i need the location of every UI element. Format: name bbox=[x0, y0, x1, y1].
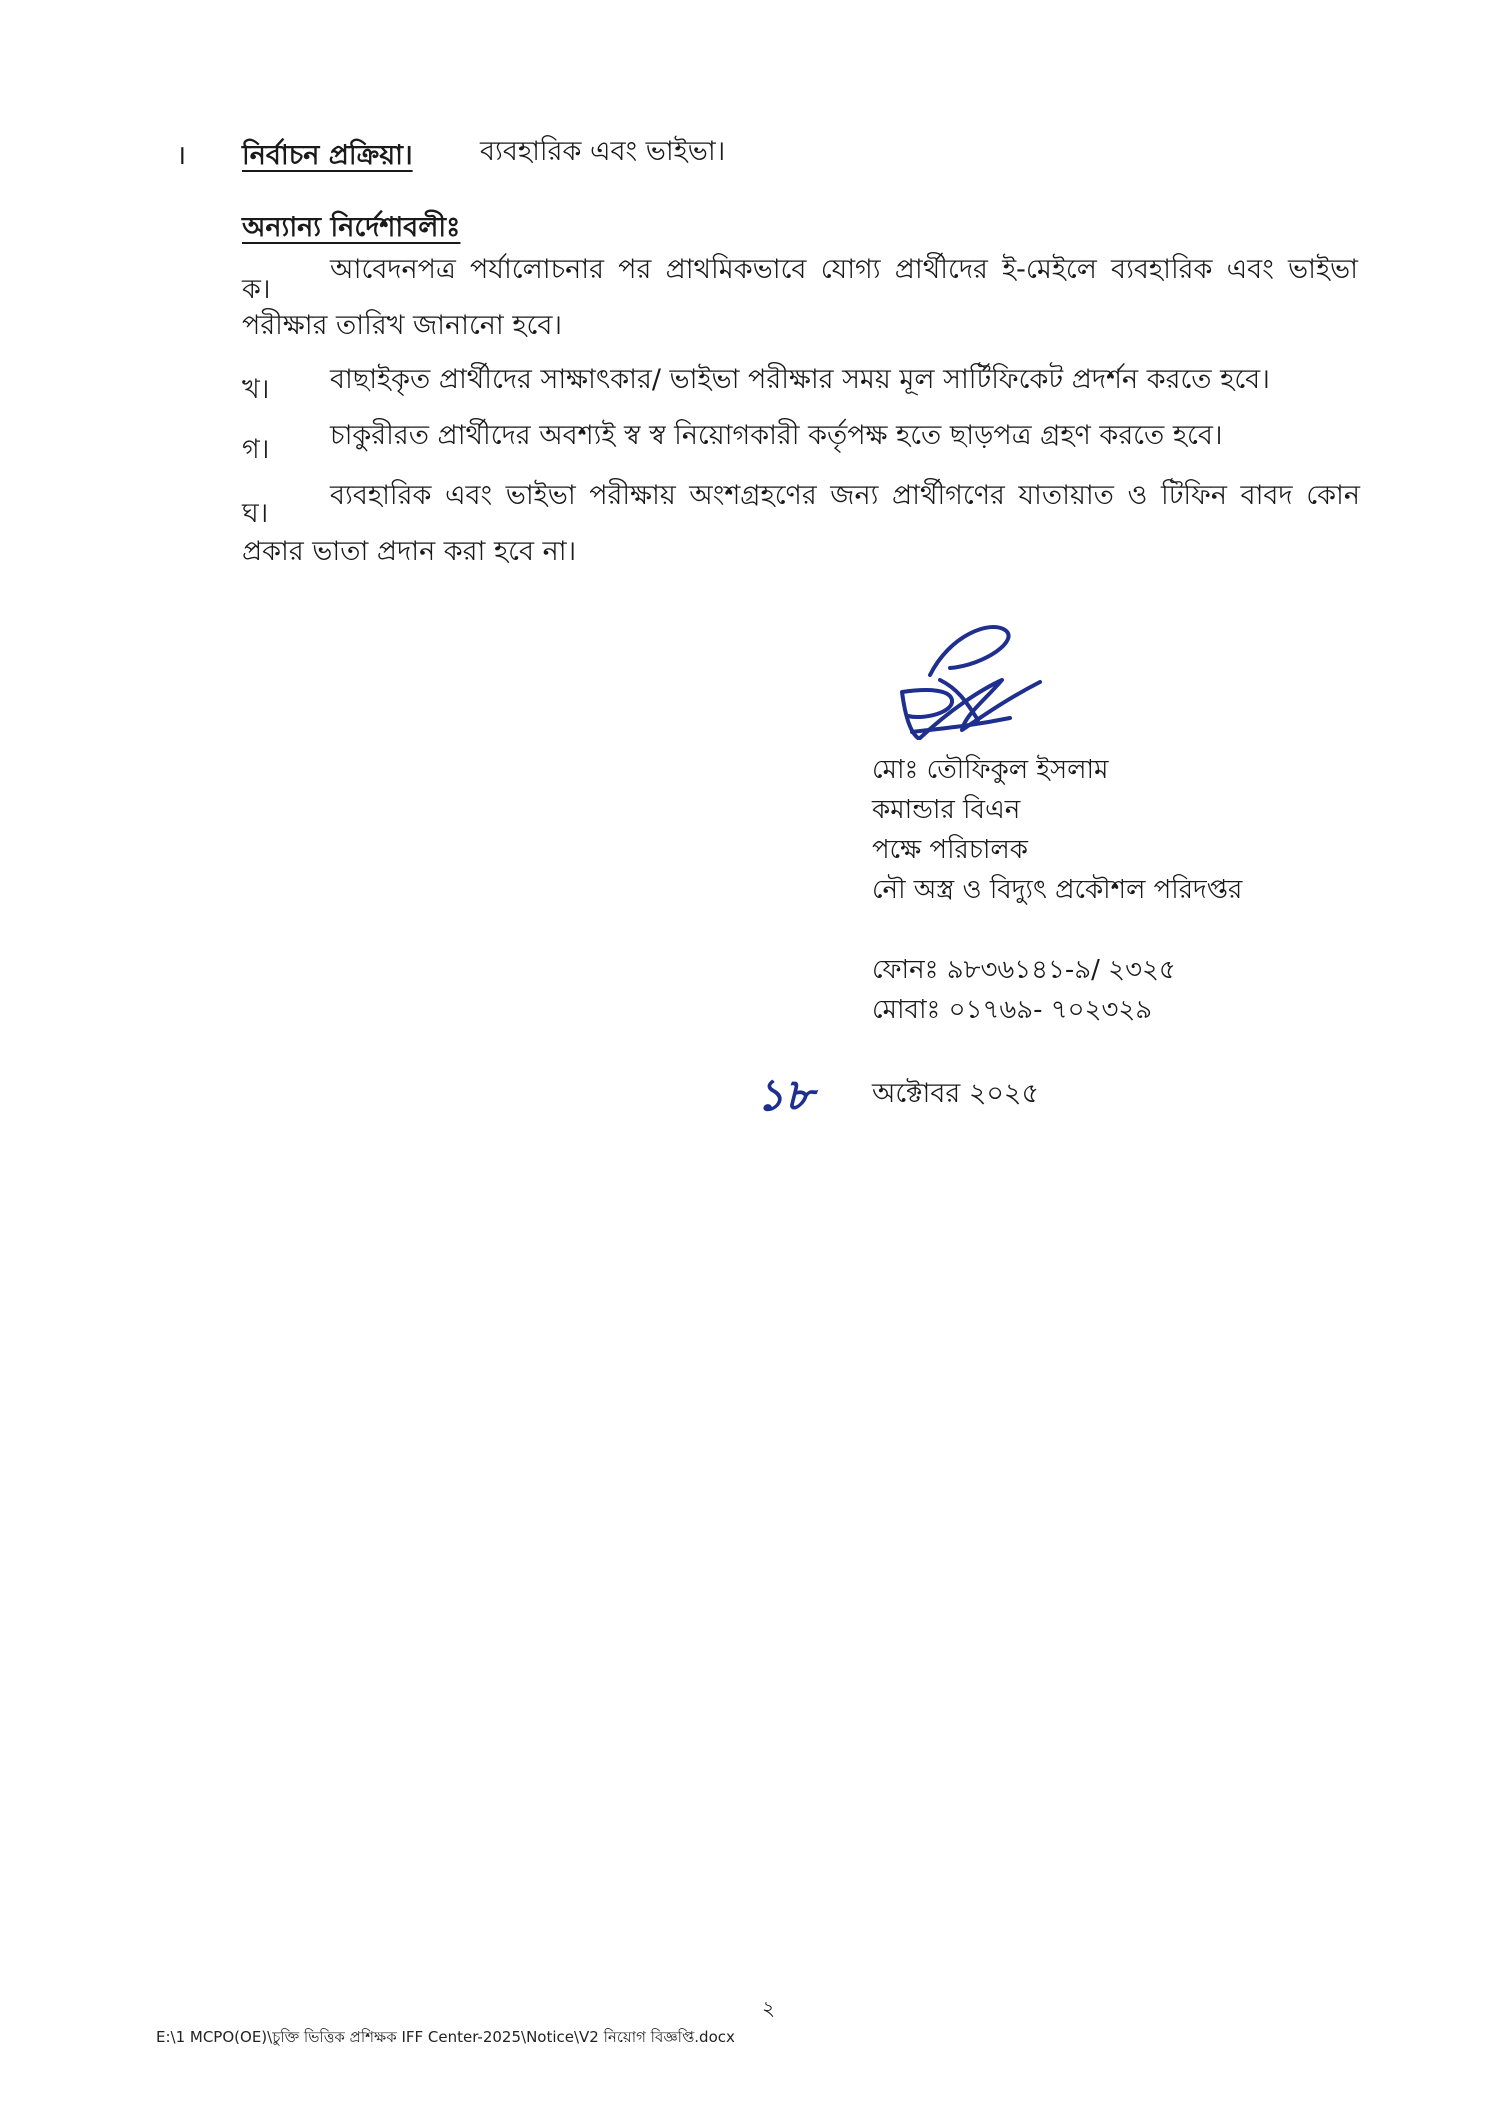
signature-image bbox=[890, 620, 1050, 750]
instruction-ka-line2: পরীক্ষার তারিখ জানানো হবে। bbox=[242, 310, 563, 341]
instruction-ga-line1: চাকুরীরত প্রার্থীদের অবশ্যই স্ব স্ব নিয়োগকারী কর্তৃপক্ষ হতে ছাড়পত্র গ্রহণ করতে হবে। bbox=[330, 420, 1223, 451]
page-number: ২ bbox=[762, 1996, 776, 2020]
selection-process-label: নির্বাচন প্রক্রিয়া। bbox=[242, 140, 413, 171]
instructions-heading: অন্যান্য নির্দেশাবলীঃ bbox=[242, 212, 461, 243]
instruction-marker-gha: ঘ। bbox=[242, 498, 269, 529]
list-marker: । bbox=[176, 140, 187, 171]
signatory-mobile: মোবাঃ ০১৭৬৯- ৭০২৩২৯ bbox=[872, 995, 1153, 1025]
date-day-handwritten: ১৮ bbox=[756, 1070, 814, 1121]
selection-process-value: ব্যবহারিক এবং ভাইভা। bbox=[480, 136, 726, 167]
instruction-marker-kha: খ। bbox=[242, 374, 270, 405]
instruction-gha-line1: ব্যবহারিক এবং ভাইভা পরীক্ষায় অংশগ্রহণের জন্য প্রার্থীগণের যাতায়াত ও টিফিন বাবদ কোন bbox=[330, 480, 1360, 511]
signatory-on-behalf: পক্ষে পরিচালক bbox=[872, 835, 1028, 865]
instruction-gha-line2: প্রকার ভাতা প্রদান করা হবে না। bbox=[242, 536, 577, 567]
instruction-kha-line1: বাছাইকৃত প্রার্থীদের সাক্ষাৎকার/ ভাইভা পরীক্ষার সময় মূল সার্টিফিকেট প্রদর্শন করতে হবে। bbox=[330, 364, 1270, 395]
file-path-footer: E:\1 MCPO(OE)\চুক্তি ভিত্তিক প্রশিক্ষক IFF Center-2025\Notice\V2 নিয়োগ বিজ্ঞপ্তি.docx bbox=[156, 2028, 735, 2046]
signatory-rank: কমান্ডার বিএন bbox=[872, 795, 1021, 825]
signatory-phone: ফোনঃ ৯৮৩৬১৪১-৯/ ২৩২৫ bbox=[872, 955, 1176, 985]
instruction-marker-ga: গ। bbox=[242, 434, 270, 465]
signatory-name: মোঃ তৌফিকুল ইসলাম bbox=[872, 755, 1109, 785]
instruction-ka-line1: আবেদনপত্র পর্যালোচনার পর প্রাথমিকভাবে যোগ্য প্রার্থীদের ই-মেইলে ব্যবহারিক এবং ভাইভা bbox=[330, 254, 1358, 285]
date-month-year: অক্টোবর ২০২৫ bbox=[872, 1078, 1040, 1109]
signatory-office: নৌ অস্ত্র ও বিদ্যুৎ প্রকৌশল পরিদপ্তর bbox=[872, 875, 1243, 905]
instruction-marker-ka: ক। bbox=[242, 274, 271, 305]
